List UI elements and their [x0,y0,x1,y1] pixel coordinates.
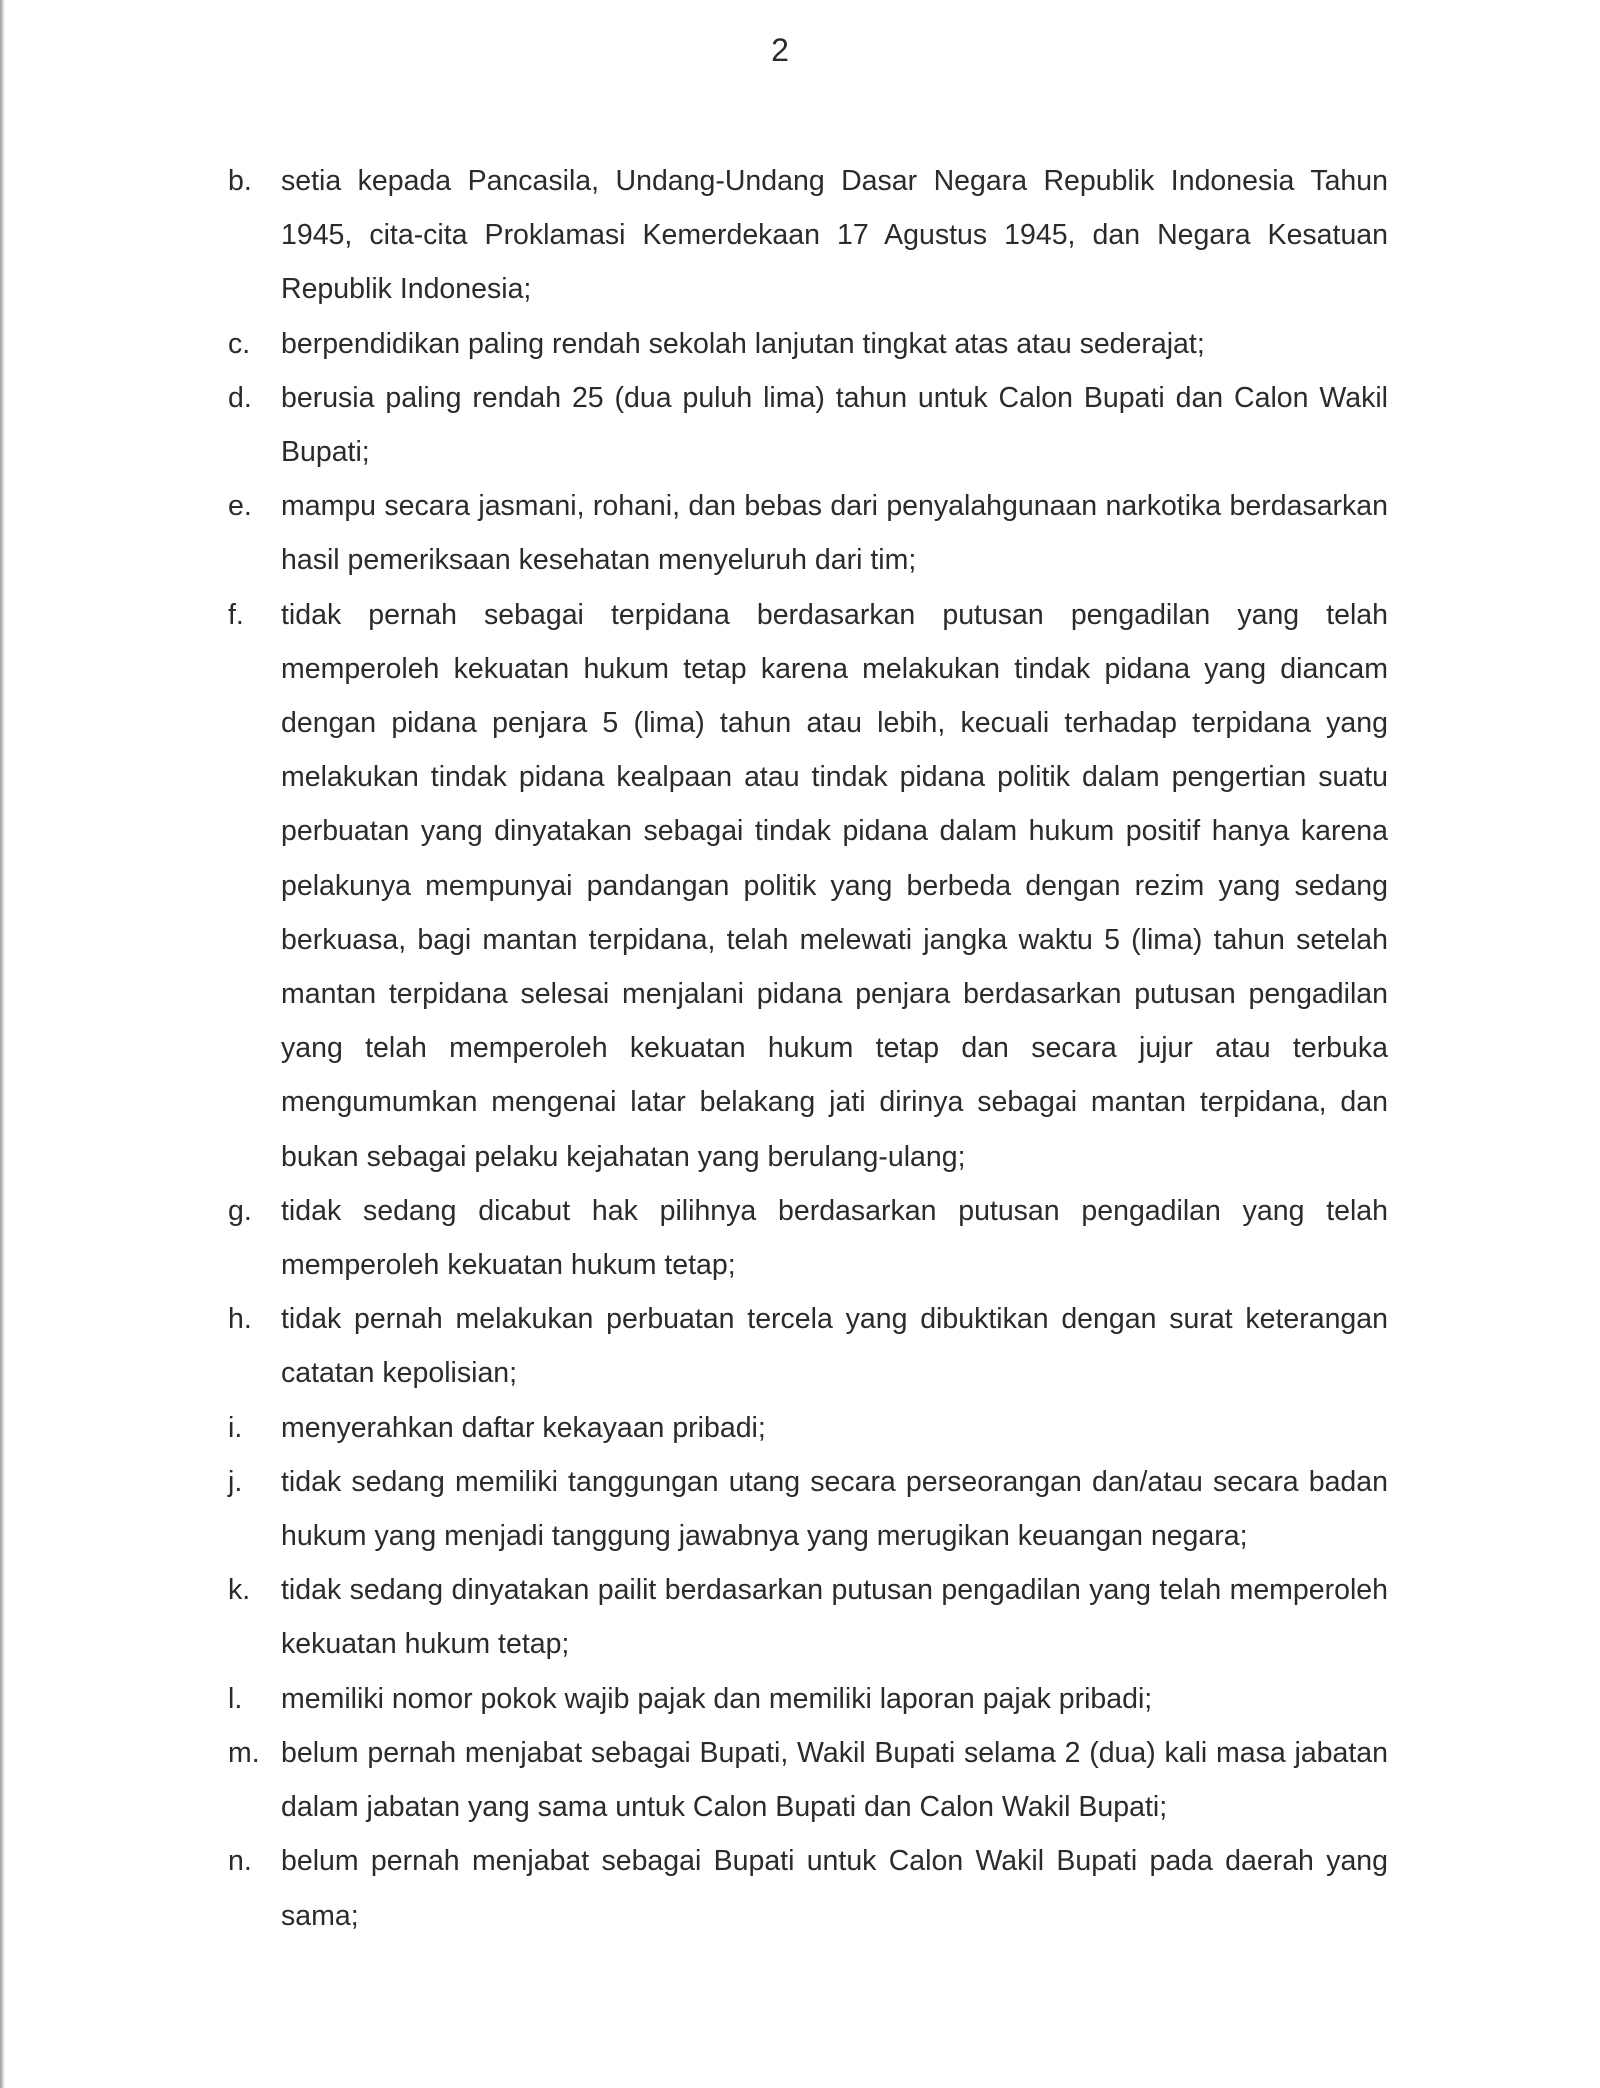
list-item-text: mampu secara jasmani, rohani, dan bebas dari penyalahgunaan narkotika berdasarkan hasil pemeriksaan kesehatan menyeluruh dari tim; [281,490,1388,577]
list-item-marker: g. [228,1194,252,1227]
list-item-marker: j. [228,1465,243,1498]
list-item-text: tidak pernah sebagai terpidana berdasarkan putusan pengadilan yang telah memperoleh kekuatan hukum tetap karena melakukan tindak pidana yang diancam dengan pidana penjara 5 (lima) tahun atau lebih, kecuali terhadap terpidana yang melakukan tindak pidana kealpaan atau tindak pidana politik dalam pengertian suatu perbuatan yang dinyatakan sebagai tindak pidana dalam hukum positif hanya karena pelakunya mempunyai pandangan politik yang berbeda dengan rezim yang sedang berkuasa, bagi mantan terpidana, telah melewati jangka waktu 5 (lima) tahun setelah mantan terpidana selesai menjalani pidana penjara berdasarkan putusan pengadilan yang telah memperoleh kekuatan hukum tetap dan secara jujur atau terbuka mengumumkan mengenai latar belakang jati dirinya sebagai mantan terpidana, dan bukan sebagai pelaku kejahatan yang berulang-ulang; [281,598,1388,1173]
list-item-marker: i. [228,1411,243,1444]
list-item-marker: k. [228,1574,251,1607]
list-item-e [228,479,1388,587]
list-item-text: berusia paling rendah 25 (dua puluh lima) tahun untuk Calon Bupati dan Calon Wakil Bupati; [281,381,1388,469]
list-item-g [228,1184,1388,1292]
list-item-marker: c. [228,327,251,360]
list-item-l [228,1672,1388,1726]
requirements-list [228,154,1388,1943]
list-item-text: berpendidikan paling rendah sekolah lanjutan tingkat atas atau sederajat; [281,327,1205,360]
list-item-k [228,1563,1388,1671]
list-item-f [228,588,1388,1184]
list-item-text: tidak sedang memiliki tanggungan utang secara perseorangan dan/atau secara badan hukum yang menjadi tanggung jawabnya yang merugikan keuangan negara; [281,1465,1388,1553]
list-item-marker: m. [228,1736,260,1769]
list-item-marker: n. [228,1845,252,1878]
list-item-text: belum pernah menjabat sebagai Bupati untuk Calon Wakil Bupati pada daerah yang sama; [281,1845,1388,1932]
list-item-d [228,371,1388,479]
list-item-i [228,1401,1388,1455]
list-item-n [228,1834,1388,1942]
list-item-text: menyerahkan daftar kekayaan pribadi; [281,1411,766,1444]
list-item-h [228,1292,1388,1400]
list-item-text: tidak sedang dicabut hak pilihnya berdasarkan putusan pengadilan yang telah memperoleh kekuatan hukum tetap; [281,1194,1388,1282]
list-item-text: belum pernah menjabat sebagai Bupati, Wakil Bupati selama 2 (dua) kali masa jabatan dalam jabatan yang sama untuk Calon Bupati dan Calon Wakil Bupati; [281,1736,1388,1824]
list-item-marker: f. [228,598,244,631]
list-item-j [228,1455,1388,1563]
list-item-b [228,154,1388,317]
list-item-text: tidak sedang dinyatakan pailit berdasarkan putusan pengadilan yang telah memperoleh kekuatan hukum tetap; [281,1574,1388,1661]
list-item-c [228,317,1388,371]
list-item-marker: l. [228,1682,243,1715]
list-item-text: setia kepada Pancasila, Undang-Undang Dasar Negara Republik Indonesia Tahun 1945, cita-cita Proklamasi Kemerdekaan 17 Agustus 1945, dan Negara Kesatuan Republik Indonesia; [281,165,1388,306]
list-item-marker: e. [228,490,252,523]
list-item-marker: b. [228,165,252,197]
list-item-m [228,1726,1388,1834]
page-number: 2 [771,32,789,68]
list-item-text: tidak pernah melakukan perbuatan tercela yang dibuktikan dengan surat keterangan catatan kepolisian; [281,1303,1388,1390]
list-item-marker: d. [228,381,252,414]
scan-edge-shadow [0,0,5,2088]
list-item-marker: h. [228,1303,252,1336]
list-item-text: memiliki nomor pokok wajib pajak dan memiliki laporan pajak pribadi; [281,1682,1153,1715]
